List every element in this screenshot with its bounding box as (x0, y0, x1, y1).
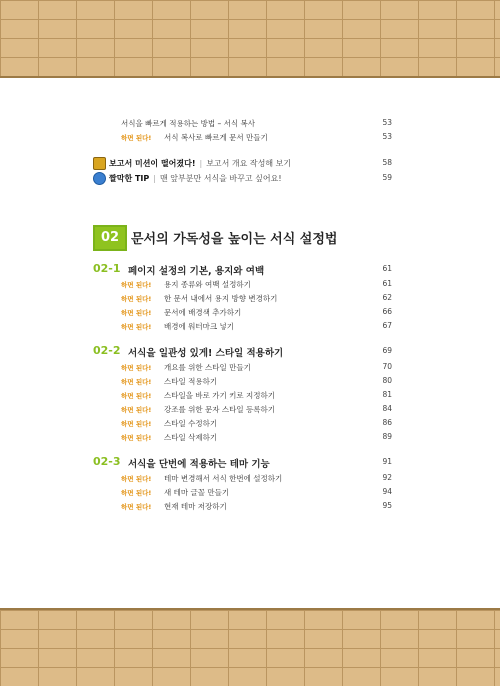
tip-label: 맨 앞부분만 서식을 바꾸고 싶어요! (159, 174, 282, 183)
toc-row-page: 53 (382, 132, 392, 141)
toc-row-page: 94 (382, 487, 392, 496)
chapter-number: 02 (93, 225, 127, 251)
toc-row-page: 92 (382, 473, 392, 482)
mission-row[interactable] (0, 157, 500, 171)
practice-badge: 하면 된다! (121, 392, 152, 400)
toc-row-page: 53 (382, 118, 392, 127)
toc-row[interactable] (0, 361, 500, 375)
section-title: 서식을 단번에 적용하는 테마 기능 (128, 459, 270, 470)
section-number: 02-1 (93, 262, 121, 275)
tip-text (109, 173, 282, 184)
toc-row-label: 스타일 적용하기 (164, 377, 218, 386)
section-number: 02-2 (93, 344, 121, 357)
practice-badge: 하면 된다! (121, 475, 152, 483)
toc-row[interactable] (0, 472, 500, 486)
toc-row-label: 한 문서 내에서 용지 방향 변경하기 (164, 294, 278, 303)
practice-badge: 하면 된다! (121, 489, 152, 497)
toc-row[interactable] (0, 278, 500, 292)
section-page: 69 (382, 346, 392, 355)
mission-text (109, 158, 291, 169)
toc-row-page: 95 (382, 501, 392, 510)
separator: | (199, 159, 203, 168)
toc-row[interactable] (0, 417, 500, 431)
toc-row-label: 서식을 빠르게 적용하는 방법 – 서식 복사 (121, 119, 255, 128)
toc-row[interactable] (0, 403, 500, 417)
toc-row[interactable] (0, 486, 500, 500)
toc-row-page: 62 (382, 293, 392, 302)
mission-title: 보고서 미션이 떨어졌다! (109, 159, 196, 168)
toc-row-page: 86 (382, 418, 392, 427)
toc-row[interactable] (0, 500, 500, 514)
toc-row[interactable] (0, 375, 500, 389)
tip-title: 짤막한 TIP (109, 174, 150, 183)
practice-badge: 하면 된다! (121, 309, 152, 317)
toc-row[interactable] (0, 292, 500, 306)
toc-row[interactable] (0, 389, 500, 403)
toc-row[interactable] (0, 131, 500, 145)
section-title: 서식을 일관성 있게! 스타일 적용하기 (128, 348, 284, 359)
practice-badge: 하면 된다! (121, 420, 152, 428)
practice-badge: 하면 된다! (121, 406, 152, 414)
toc-row-label: 배경에 워터마크 넣기 (164, 322, 234, 331)
toc-row-page: 81 (382, 390, 392, 399)
toc-row-label: 스타일 수정하기 (164, 419, 218, 428)
section-heading[interactable] (0, 457, 500, 471)
toc-row[interactable] (0, 320, 500, 334)
chapter-heading[interactable] (93, 225, 403, 249)
tip-icon (93, 172, 106, 185)
section-title: 페이지 설정의 기본, 용지와 여백 (128, 266, 265, 277)
toc-row-label: 테마 변경해서 서식 한번에 설정하기 (164, 474, 283, 483)
toc-row-page: 70 (382, 362, 392, 371)
practice-badge: 하면 된다! (121, 378, 152, 386)
toc-row[interactable] (0, 306, 500, 320)
practice-badge: 하면 된다! (121, 323, 152, 331)
toc-row-label: 새 테마 글꼴 만들기 (164, 488, 230, 497)
practice-badge: 하면 된다! (121, 503, 152, 511)
practice-badge: 하면 된다! (121, 364, 152, 372)
practice-badge: 하면 된다! (121, 281, 152, 289)
toc-row-label: 문서에 배경색 추가하기 (164, 308, 242, 317)
section-page: 91 (382, 457, 392, 466)
separator: | (153, 174, 156, 183)
section-heading[interactable] (0, 264, 500, 278)
toc-row-page: 67 (382, 321, 392, 330)
toc-row-label: 현재 테마 저장하기 (164, 502, 227, 511)
toc-row[interactable] (0, 117, 500, 131)
section-heading[interactable] (0, 346, 500, 360)
toc-row-label: 스타일을 바로 가기 키로 지정하기 (164, 391, 275, 400)
toc-row-label: 용지 종류와 여백 설정하기 (164, 280, 251, 289)
mission-label: 보고서 개요 작성해 보기 (206, 159, 292, 168)
tip-row[interactable] (0, 172, 500, 186)
chapter-title: 문서의 가독성을 높이는 서식 설정법 (131, 232, 338, 247)
practice-badge: 하면 된다! (121, 434, 152, 442)
section-page: 61 (382, 264, 392, 273)
toc-row-label: 서식 복사로 빠르게 문서 만들기 (164, 133, 268, 142)
toc-row-page: 58 (382, 158, 392, 167)
toc-row-label: 강조를 위한 문자 스타일 등록하기 (164, 405, 275, 414)
toc-row-page: 89 (382, 432, 392, 441)
toc-row[interactable] (0, 431, 500, 445)
section-number: 02-3 (93, 455, 121, 468)
toc-row-page: 66 (382, 307, 392, 316)
toc-row-page: 59 (382, 173, 392, 182)
toc-row-label: 스타일 삭제하기 (164, 433, 218, 442)
practice-badge: 하면 된다! (121, 295, 152, 303)
toc-row-page: 84 (382, 404, 392, 413)
toc-row-page: 80 (382, 376, 392, 385)
mission-icon (93, 157, 106, 170)
toc-row-page: 61 (382, 279, 392, 288)
practice-badge: 하면 된다! (121, 134, 152, 142)
toc-row-label: 개요를 위한 스타일 만들기 (164, 363, 251, 372)
